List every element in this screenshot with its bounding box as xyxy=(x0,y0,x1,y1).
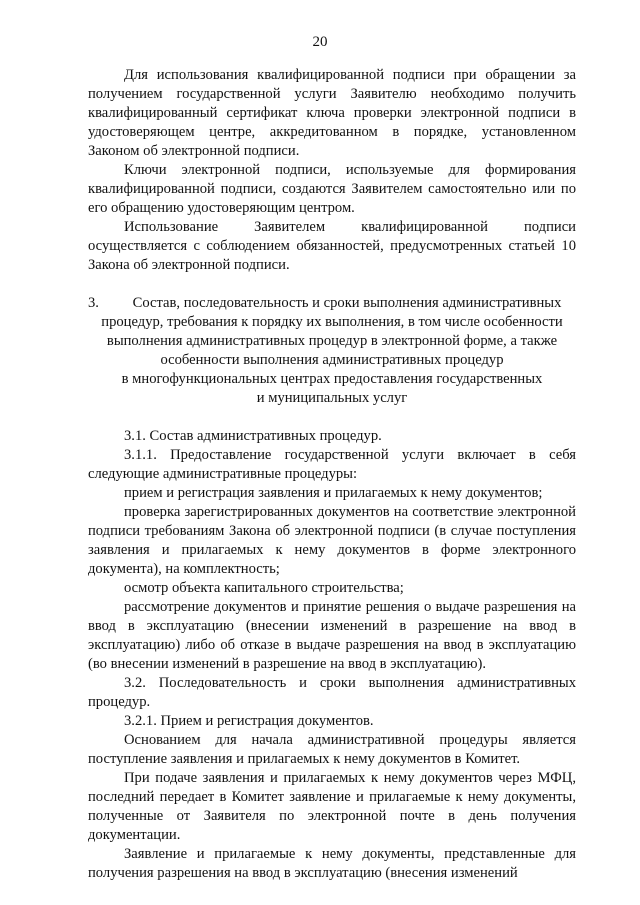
section-title-line-2: процедур, требования к порядку их выполнения, в том числе особенности xyxy=(101,314,563,330)
paragraph-3-2: 3.2. Последовательность и сроки выполнения административных процедур. xyxy=(88,675,576,710)
paragraph-mfc-submission: При подаче заявления и прилагаемых к нему документов через МФЦ, последний передает в Комитет заявление и прилагаемые к нему документы, полученные от Заявителя по электронной почте в день получения документации. xyxy=(88,770,576,843)
section-title-line-1: Состав, последовательность и сроки выполнения административных xyxy=(132,295,562,311)
paragraph-3-2-1: 3.2.1. Прием и регистрация документов. xyxy=(124,713,374,729)
spacer xyxy=(88,408,576,427)
paragraph-procedure-decision: рассмотрение документов и принятие решения о выдаче разрешения на ввод в эксплуатацию (внесении изменений в разрешение на ввод в эксплуатацию) либо об отказе в выдаче разрешения на ввод в эксплуатацию (во внесении изменений в разрешение на ввод в эксплуатацию). xyxy=(88,599,576,672)
paragraph-procedure-verification: проверка зарегистрированных документов на соответствие электронной подписи требованиям Закона об электронной подписи (в случае поступления заявления и прилагаемых к нему документов в форме электронного документа), на комплектность; xyxy=(88,504,576,577)
paragraph-procedure-basis: Основанием для начала административной процедуры является поступление заявления и прилагаемых к нему документов в Комитет. xyxy=(88,732,576,767)
paragraph-3-1: 3.1. Состав административных процедур. xyxy=(124,428,382,444)
page-number: 20 xyxy=(312,34,328,50)
paragraph-procedure-reception: прием и регистрация заявления и прилагаемых к нему документов; xyxy=(124,485,543,501)
paragraph-qualified-signature: Для использования квалифицированной подписи при обращении за получением государственной услуги Заявителю необходимо получить квалифицированный сертификат ключа проверки электронной подписи в удостоверяющем центре, аккредитованном в порядке, установленном Законом об электронной подписи. xyxy=(88,67,576,159)
paragraph-documents-submitted: Заявление и прилагаемые к нему документы, представленные для получения разрешения на ввод в эксплуатацию (внесения изменений xyxy=(88,846,576,881)
section-number: 3. xyxy=(88,295,99,311)
paragraph-procedure-inspection: осмотр объекта капитального строительства; xyxy=(124,580,404,596)
section-heading xyxy=(88,294,576,408)
paragraph-signature-usage: Использование Заявителем квалифицированной подписи осуществляется с соблюдением обязанностей, предусмотренных статьей 10 Закона об электронной подписи. xyxy=(88,219,576,273)
document-body xyxy=(88,66,576,883)
paragraph-3-1-1: 3.1.1. Предоставление государственной услуги включает в себя следующие административные процедуры: xyxy=(88,447,576,482)
section-title-line-3: выполнения административных процедур в электронной форме, а также xyxy=(106,333,558,349)
spacer xyxy=(88,275,576,294)
section-heading-first-line xyxy=(88,294,576,313)
paragraph-signature-keys: Ключи электронной подписи, используемые для формирования квалифицированной подписи, создаются Заявителем самостоятельно или по его обращению удостоверяющим центром. xyxy=(88,162,576,216)
section-title-line-4: особенности выполнения административных процедур xyxy=(160,352,504,368)
section-title-line-5: в многофункциональных центрах предоставления государственных xyxy=(121,371,543,387)
section-title-line-6: и муниципальных услуг xyxy=(256,390,408,406)
